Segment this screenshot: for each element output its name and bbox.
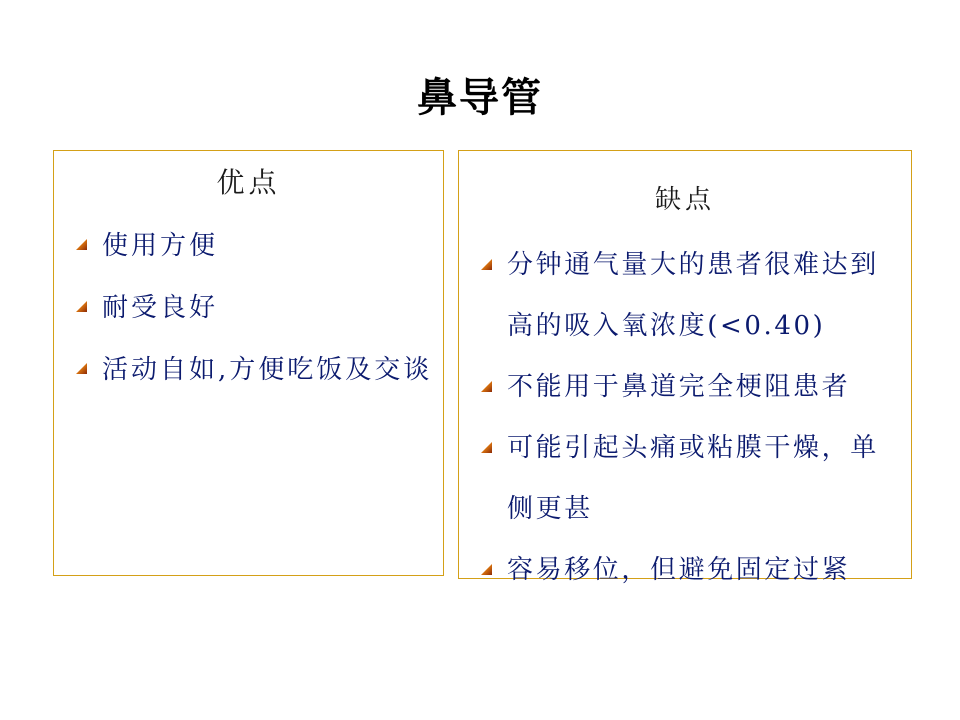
bullet-marker-icon <box>481 259 492 270</box>
bullet-marker-icon <box>76 363 87 374</box>
list-item-text: 可能引起头痛或粘膜干燥，单侧更甚 <box>507 433 879 524</box>
list-item <box>74 215 434 277</box>
advantages-heading: 优点 <box>216 166 281 199</box>
bullet-marker-icon <box>76 301 87 312</box>
list-item-text: 活动自如,方便吃饭及交谈 <box>102 355 433 385</box>
list-item-text: 耐受良好 <box>102 293 219 323</box>
list-item-text: 容易移位，但避免固定过紧 <box>507 555 851 585</box>
bullet-marker-icon <box>481 442 492 453</box>
list-item <box>479 418 904 540</box>
bullet-marker-icon <box>481 564 492 575</box>
list-item <box>479 540 904 601</box>
bullet-marker-icon <box>481 381 492 392</box>
list-item <box>74 277 434 339</box>
disadvantages-list <box>479 235 904 601</box>
disadvantages-heading: 缺点 <box>654 185 715 215</box>
list-item <box>479 235 904 357</box>
advantages-list <box>74 215 434 401</box>
page-title: 鼻导管 <box>417 74 543 121</box>
advantages-panel <box>53 150 444 576</box>
list-item-text: 使用方便 <box>102 231 219 261</box>
disadvantages-panel <box>458 150 912 585</box>
list-item-text: 分钟通气量大的患者很难达到高的吸入氧浓度(<0.40) <box>507 250 879 341</box>
list-item <box>479 357 904 418</box>
list-item <box>74 339 434 401</box>
bullet-marker-icon <box>76 239 87 250</box>
list-item-text: 不能用于鼻道完全梗阻患者 <box>507 372 851 402</box>
